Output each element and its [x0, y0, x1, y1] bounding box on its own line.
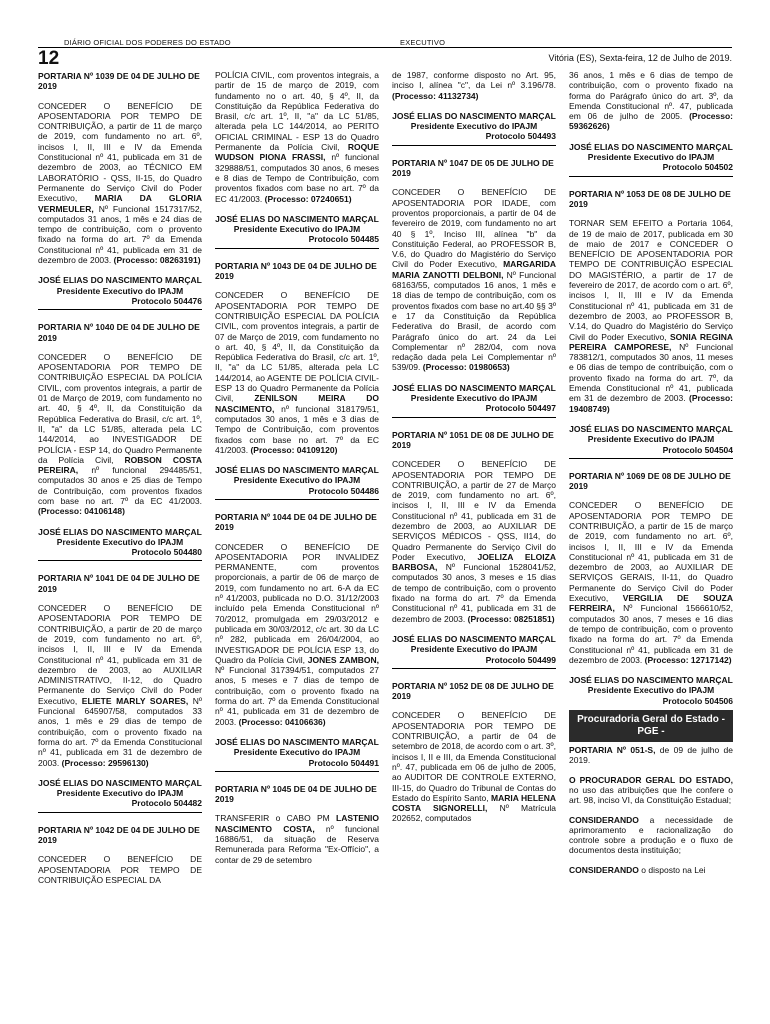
portaria-1047	[392, 158, 556, 418]
portaria-1051	[392, 430, 556, 669]
portaria-1042	[38, 825, 202, 885]
header-rule	[38, 47, 732, 48]
divider	[38, 309, 202, 310]
portaria-text: POLÍCIA CIVIL, com proventos integrais, a partir de 15 de março de 2019, com fundamento no o art. 40, § 4º, II, da Constituição da República Federativa do Brasil, c/c art. 1º, II, "a" da LC 51/85, alterada pela LC 144/2014, ao PERITO OFICIAL CRIMINAL - ESP 13 do Quadro Permanente da Polícia Civil, ROQUE WUDSON PIONA FRASSI, nº funcional 329888/51, computados 30 anos, 6 meses e 8 dias de Tempo de Contribuição, com proventos fixados com base no art. 7º da EC 41/2003. (Processo: 07240651)	[215, 70, 379, 204]
signature: JOSÉ ELIAS DO NASCIMENTO MARÇAL Presidente Executivo do IPAJM Protocolo 504504	[569, 423, 733, 455]
portaria-title: PORTARIA Nº 1051 DE 08 DE JULHO DE 2019	[392, 429, 554, 450]
portaria-1043	[215, 261, 379, 500]
portaria-text: CONCEDER O BENEFÍCIO DE APOSENTADORIA POR TEMPO DE CONTRIBUIÇÃO ESPECIAL DA POLÍCIA CIVIL, com proventos integrais, a partir de 07 de Março de 2019, com fundamento no o art. 40, § 4º, II, da Constituição da República Federativa do Brasil, c/c art. 1º, II, "a" da LC 51/85, alterada pela LC 144/2014, ao AGENTE DE POLÍCIA CIVIL-ESP 13 do Quadro Permanente da Polícia Civil, ZENILSON MEIRA DO NASCIMENTO, nº funcional 318179/51, computados 30 anos, 1 mês e 3 dias de Tempo de Contribuição, com proventos fixados com base no art. 7º da EC 41/2003. (Processo: 04109120)	[215, 290, 379, 455]
portaria-title: PORTARIA Nº 1043 DE 04 DE JULHO DE 2019	[215, 260, 377, 282]
portaria-title: PORTARIA Nº 1052 DE 08 DE JULHO DE 2019	[392, 680, 554, 702]
portaria-title: PORTARIA Nº 1042 DE 04 DE JULHO DE 2019	[38, 824, 200, 845]
portaria-title: PORTARIA Nº 1047 DE 05 DE JULHO DE 2019	[392, 157, 554, 179]
columns	[38, 70, 733, 1020]
column-2	[215, 70, 379, 1020]
column-4	[569, 70, 733, 1020]
portaria-title: PORTARIA Nº 1039 DE 04 DE JULHO DE 2019	[38, 71, 200, 92]
portaria-text: de 1987, conforme disposto no Art. 95, inciso I, alínea "c", da Lei nº 3.196/78. (Processo: 41132734)	[392, 70, 556, 101]
portaria-text: CONCEDER O BENEFÍCIO DE APOSENTADORIA POR TEMPO DE CONTRIBUIÇÃO ESPECIAL DA	[38, 854, 202, 885]
signature: JOSÉ ELIAS DO NASCIMENTO MARÇAL Presidente Executivo do IPAJM Protocolo 504493	[392, 110, 556, 142]
divider	[38, 560, 202, 561]
portaria-1052	[392, 681, 556, 824]
divider	[38, 812, 202, 813]
portaria-text: CONCEDER O BENEFÍCIO DE APOSENTADORIA POR INVALIDEZ PERMANENTE, com proventos proporcionais, a partir de 06 de março de 2019, com fundamento no art. 6-A da EC nº 41/2003, publicada no D.O. 31/12/2003 incluído pela Emenda Constitucional nº 70/2012, promulgada em 29/03/2012 e publicada em 30/03/2012, c/c art. 30 da LC nº 282, publicada em 26/04/2004, ao INVESTIGADOR DE POLÍCIA ESP 13, do Quadro da Polícia Civil, JONES ZAMBON, Nº Funcional 317394/51, computados 27 anos, 5 meses e 7 dias de tempo de contribuição, com o provento fixado na forma do art. 7º da Emenda Constitucional nº 41, publicada em 31 de dezembro de 2003. (Processo: 04106636)	[215, 541, 379, 727]
portaria-1069	[569, 471, 733, 706]
portaria-1040	[38, 322, 202, 561]
portaria-title: PORTARIA Nº 1053 DE 08 DE JULHO DE 2019	[569, 188, 731, 209]
portaria-1039	[38, 71, 202, 310]
signature: JOSÉ ELIAS DO NASCIMENTO MARÇAL Presidente Executivo do IPAJM Protocolo 504480	[38, 526, 202, 558]
portaria-text: CONCEDER O BENEFÍCIO DE APOSENTADORIA POR TEMPO DE CONTRIBUIÇÃO, a partir de 04 de setembro de 2018, de acordo com o art. 3º, incisos I, II e III, da Emenda Constitucional nº. 47, publicada em 06 de julho de 2005, ao AUDITOR DE CONTROLE EXTERNO, III-15, do Quadro do Tribunal de Contas do Estado do Espírito Santo, MARIA HELENA COSTA SIGNORELLI, Nº Matrícula 202652, computados	[392, 710, 556, 824]
page-header	[38, 38, 732, 70]
portaria-text: TRANSFERIR o CABO PM LASTENIO NASCIMENTO COSTA, nº funcional 16886/51, da situação de Reserva Remunerada para Reforma "Ex-Offício", a contar de 29 de setembro	[215, 813, 379, 865]
paragraph: CONSIDERANDO o disposto na Lei	[569, 864, 706, 875]
divider	[215, 499, 379, 500]
divider	[392, 145, 556, 146]
signature: JOSÉ ELIAS DO NASCIMENTO MARÇAL Presidente Executivo do IPAJM Protocolo 504485	[215, 213, 379, 245]
paragraph: CONSIDERANDO a necessidade de aprimoramento e racionalização do controle sobre a produção e o fluxo de documentos desta instituição;	[569, 814, 733, 856]
section-name: EXECUTIVO	[400, 38, 446, 47]
portaria-text: CONCEDER O BENEFÍCIO DE APOSENTADORIA POR TEMPO DE CONTRIBUIÇÃO, a partir de 20 de março de 2019, com fundamento no art. 6º, incisos I, II, III e IV da Emenda Constitucional nº 41, publicada em 31 de dezembro de 2003, ao AUXILIAR ADMINISTRATIVO, II-12, do Quadro Permanente do Serviço Civil do Poder Executivo, ELIETE MARLY SOARES, Nº Funcional 645907/58, computados 33 anos, 1 mês e 29 dias de tempo de contribuição, com o provento fixado na forma do art. 7º da Emenda Constitucional nº 41, publicada em 31 de dezembro de 2003. (Processo: 29596130)	[38, 603, 202, 768]
portaria-continued	[569, 70, 733, 177]
portaria-title: PORTARIA Nº 1069 DE 08 DE JULHO DE 2019	[569, 470, 731, 492]
divider	[392, 417, 556, 418]
portaria-text: 36 anos, 1 mês e 6 dias de tempo de contribuição, com o provento fixado na forma do Parágrafo único do art. 3º, da Emenda Constitucional nº. 47, publicada em 06 de julho de 2005. (Processo: 59362626)	[569, 70, 733, 132]
signature: JOSÉ ELIAS DO NASCIMENTO MARÇAL Presidente Executivo do IPAJM Protocolo 504497	[392, 382, 556, 414]
signature: JOSÉ ELIAS DO NASCIMENTO MARÇAL Presidente Executivo do IPAJM Protocolo 504486	[215, 465, 379, 496]
column-1	[38, 70, 202, 1020]
paragraph: O PROCURADOR GERAL DO ESTADO, no uso das atribuições que lhe confere o art. 98, inciso VI, da Constituição Estadual;	[569, 774, 733, 806]
portaria-continued	[392, 70, 556, 146]
portaria-text: TORNAR SEM EFEITO a Portaria 1064, de 19 de maio de 2017, publicada em 30 de maio de 2017 e CONCEDER O BENEFÍCIO DE APOSENTADORIA POR TEMPO DE CONTRIBUIÇÃO ESPECIAL DO MAGISTÉRIO, a partir de 17 de fevereiro de 2017, de acordo com o art. 6º, incisos I, II, III e IV da Emenda Constitucional nº 41, publicada em 31 de dezembro de 2003, ao PROFESSOR B, V.14, do Quadro do Magistério do Serviço Civil do Poder Executivo, SONIA REGINA PEREIRA CAMPORESE, Nº Funcional 783812/1, computados 30 anos, 11 meses e 06 dias de tempo de contribuição, com o provento fixado na forma do art. 7º, da Emenda Constitucional nº 41, publicada em 31 de dezembro de 2003. (Processo: 19408749)	[569, 218, 733, 414]
portaria-continued	[215, 70, 379, 249]
signature: JOSÉ ELIAS DO NASCIMENTO MARÇAL Presidente Executivo do IPAJM Protocolo 504476	[38, 275, 202, 306]
signature: JOSÉ ELIAS DO NASCIMENTO MARÇAL Presidente Executivo do IPAJM Protocolo 504502	[569, 141, 733, 173]
signature: JOSÉ ELIAS DO NASCIMENTO MARÇAL Presidente Executivo do IPAJM Protocolo 504499	[392, 633, 556, 665]
journal-name: DIÁRIO OFICIAL DOS PODERES DO ESTADO	[64, 38, 231, 47]
portaria-1045	[215, 784, 379, 865]
column-3	[392, 70, 556, 1020]
portaria-title: PORTARIA Nº 1040 DE 04 DE JULHO DE 2019	[38, 322, 200, 343]
portaria-text: CONCEDER O BENEFÍCIO DE APOSENTADORIA POR TEMPO DE CONTRIBUIÇÃO, a partir de 11 de março de 2019, com fundamento no art. 6º, incisos I, II, III e IV da Emenda Constitucional nº 41, publicada em 31 de dezembro de 2003, ao TÉCNICO EM LABORATÓRIO - QSS, II-15, do Quadro Permanente do Serviço Civil do Poder Executivo, MARIA DA GLORIA VERMEULER, Nº Funcional 1517317/52, computados 31 anos, 1 mês e 24 dias de tempo de contribuição, com o provento fixado na forma do art. 7º da Emenda Constitucional nº 41, publicada em 31 de dezembro de 2003. (Processo: 08263191)	[38, 100, 202, 266]
portaria-text: CONCEDER O BENEFÍCIO DE APOSENTADORIA POR TEMPO DE CONTRIBUIÇÃO, a partir de 15 de março de 2019, com fundamento no art. 6º, incisos I, II, III e IV da Emenda Constitucional nº 41, publicada em 31 de dezembro de 2003, ao AUXILIAR DE SERVIÇOS GERAIS, II-11, do Quadro Permanente do Serviço Civil do Poder Executivo, VERGILIA DE SOUZA FERREIRA, Nº Funcional 1566610/52, computados 30 anos, 7 meses e 16 dias de tempo de contribuição, com o provento fixado na forma do art. 7º da Emenda Constitucional nº 41, publicada em 31 de dezembro de 2003. (Processo: 12717142)	[569, 500, 733, 665]
signature: JOSÉ ELIAS DO NASCIMENTO MARÇAL Presidente Executivo do IPAJM Protocolo 504482	[38, 777, 202, 809]
divider	[392, 668, 556, 669]
signature: JOSÉ ELIAS DO NASCIMENTO MARÇAL Presidente Executivo do IPAJM Protocolo 504491	[215, 736, 379, 768]
portaria-title: PORTARIA Nº 1041 DE 04 DE JULHO DE 2019	[38, 573, 200, 594]
portaria-text: CONCEDER O BENEFÍCIO DE APOSENTADORIA POR TEMPO DE CONTRIBUIÇÃO, a partir de 27 de Março de 2019, com fundamento no art. 6º, incisos I, II, III e IV da Emenda Constitucional nº 41, publicada em 31 de dezembro de 2003, ao AUXILIAR DE SERVIÇOS MÉDICOS - QSS, II14, do Quadro Permanente do Serviço Civil do Poder Executivo, JOELIZA ELOIZA BARBOSA, Nº Funcional 1528041/52, computados 30 anos, 3 meses e 15 dias de tempo de contribuição, com o provento fixado na forma do art. 7º da Emenda Constitucional nº 41, publicada em 31 de dezembro de 2003. (Processo: 08251851)	[392, 459, 556, 624]
portaria-1053	[569, 189, 733, 459]
portaria-1044	[215, 512, 379, 772]
portaria-title: PORTARIA Nº 051-S, de 09 de julho de 2019.	[569, 745, 733, 766]
section-banner: Procuradoria Geral do Estado - PGE -	[569, 710, 733, 742]
signature: JOSÉ ELIAS DO NASCIMENTO MARÇAL Presidente Executivo do IPAJM Protocolo 504506	[569, 675, 733, 706]
pge-section	[569, 710, 733, 875]
divider	[215, 771, 379, 772]
portaria-text: CONCEDER O BENEFÍCIO DE APOSENTADORIA POR TEMPO DE CONTRIBUIÇÃO ESPECIAL DA POLÍCIA CIVIL, com proventos integrais, a partir de 01 de Março de 2019, com fundamento no art. 40, § 4º, II, da Constituição da República Federativa do Brasil, c/c art. 1º, II, "a" da LC 51/85, alterada pela LC 144/2014, ao INVESTIGADOR DE POLÍCIA - ESP 14, do Quadro Permanente da Polícia Civil, ROBSON COSTA PEREIRA, nº funcional 294485/51, computados 30 anos e 25 dias de Tempo de Contribuição, com proventos fixados com base no art. 7º da EC 41/2003. (Processo: 04106148)	[38, 351, 202, 517]
portaria-1041	[38, 573, 202, 812]
divider	[569, 458, 733, 459]
divider	[569, 176, 733, 177]
portaria-title: PORTARIA Nº 1044 DE 04 DE JULHO DE 2019	[215, 511, 377, 533]
portaria-text: CONCEDER O BENEFÍCIO DE APOSENTADORIA POR IDADE, com proventos proporcionais, a partir de 04 de fevereiro de 2019, com fundamento no art 40 § 1º, Inciso III, alínea "b" da Constituição Federal, ao PROFESSOR B, V.6, do Quadro do Magistério do Serviço Civil do Poder Executivo, MARGARIDA MARIA ZANOTTI DELBONI, Nº Funcional 68163/55, computados 16 anos, 1 mês e 18 dias de tempo de contribuição, com os proventos fixados com base no art.40 §§ 3º e 17 da Constituição da República Federativa do Brasil, de acordo com Parágrafo único do art. 24 da Lei Complementar nº 282/04, com nova redação dada pela Lei Complementar nº 539/09. (Processo: 01980653)	[392, 187, 556, 373]
issue-date: Vitória (ES), Sexta-feira, 12 de Julho de 2019.	[548, 53, 732, 63]
page-number: 12	[38, 48, 60, 69]
divider	[215, 248, 379, 249]
portaria-title: PORTARIA Nº 1045 DE 04 DE JULHO DE 2019	[215, 783, 377, 805]
